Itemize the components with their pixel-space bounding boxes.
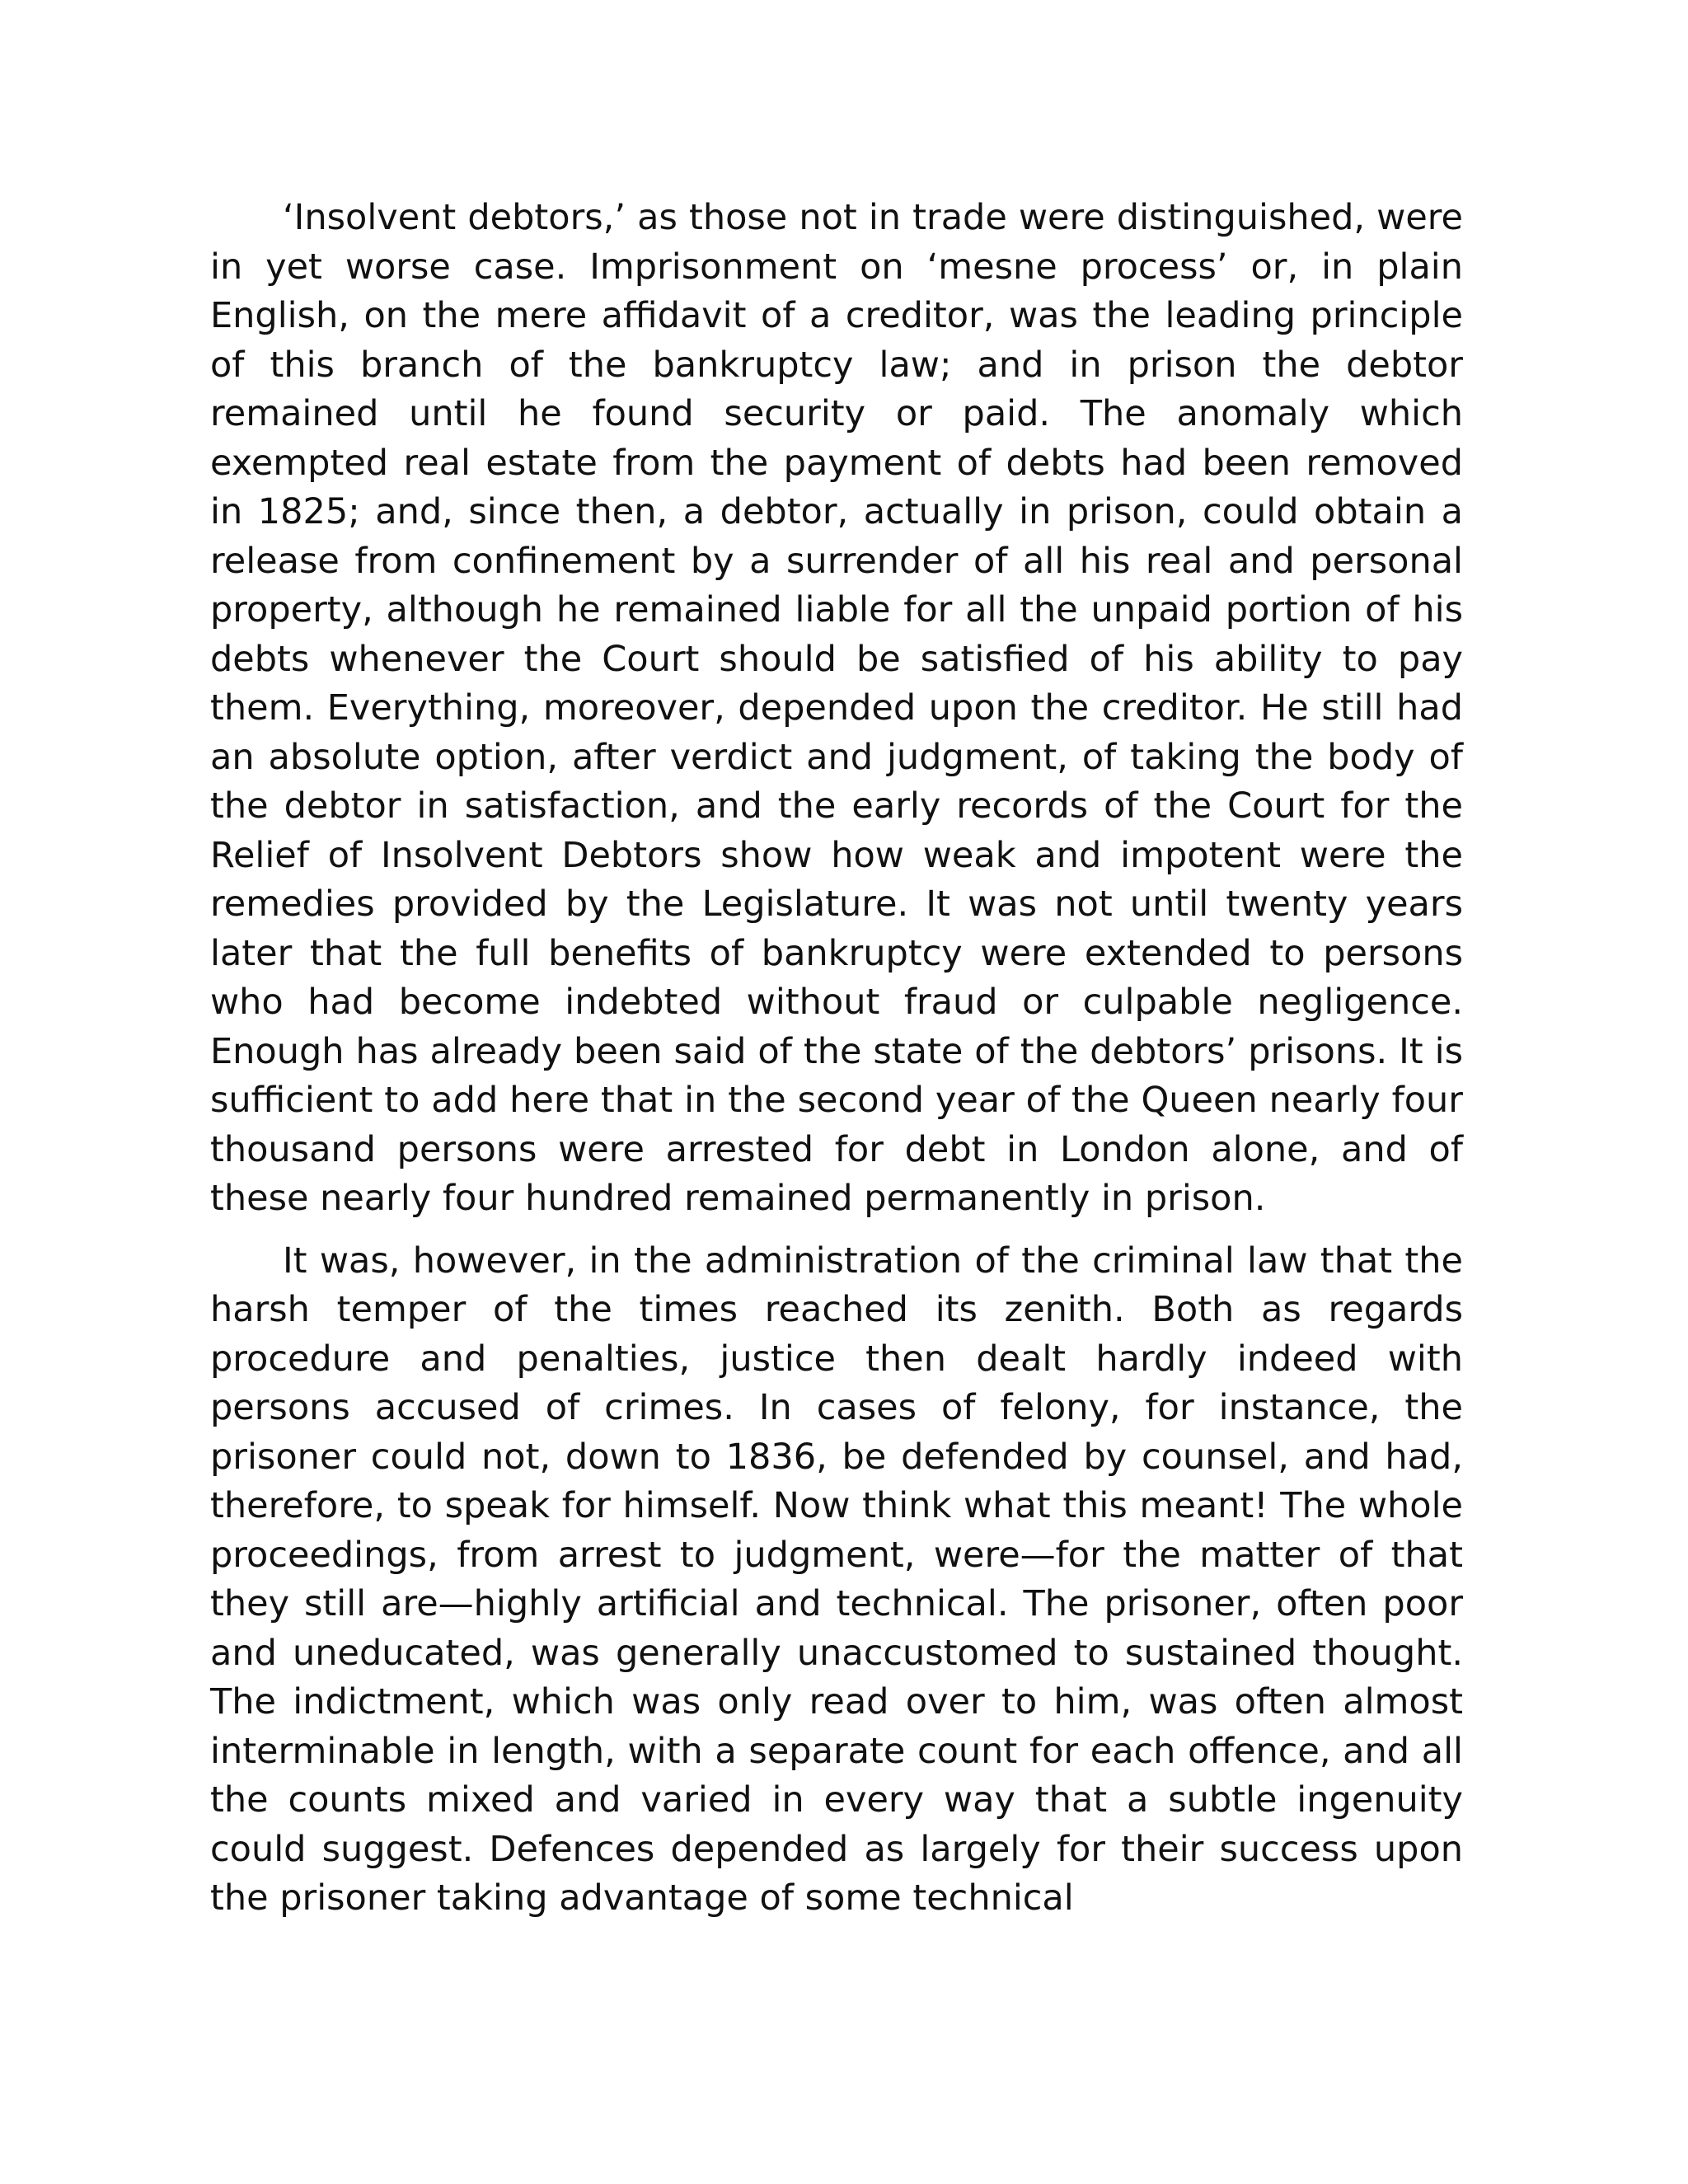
paragraph-criminal-law: It was, however, in the administration of the criminal law that the harsh temper of the times reached its zenith. Both as regards procedure and penalties, justice then dealt hardly indeed with persons accused of crimes. In cases of felony, for instance, the prisoner could not, down to 1836, be defended by counsel, and had, therefore, to speak for himself. Now think what this meant! The whole proceedings, from arrest to judgment, were—for the matter of that they still are—highly artificial and technical. The prisoner, often poor and uneducated, was generally unaccustomed to sustained thought. The indictment, which was only read over to him, was often almost interminable in length, with a separate count for each offence, and all the counts mixed and varied in every way that a subtle ingenuity could suggest. Defences depended as largely for their success upon the prisoner taking advantage of some technical bbox=[210, 1240, 1463, 1919]
document-page bbox=[210, 194, 1463, 1924]
paragraph-insolvent-debtors: ‘Insolvent debtors,’ as those not in trade were distinguished, were in yet worse case. Imprisonment on ‘mesne process’ or, in plain English, on the mere affidavit of a creditor, was the leading principle of this branch of the bankruptcy law; and in prison the debtor remained until he found security or paid. The anomaly which exempted real estate from the payment of debts had been removed in 1825; and, since then, a debtor, actually in prison, could obtain a release from confinement by a surrender of all his real and personal property, although he remained liable for all the unpaid portion of his debts whenever the Court should be satisfied of his ability to pay them. Everything, moreover, depended upon the creditor. He still had an absolute option, after verdict and judgment, of taking the body of the debtor in satisfaction, and the early records of the Court for the Relief of Insolvent Debtors show how weak and impotent were the remedies provided by the Legislature. It was not until twenty years later that the full benefits of bankruptcy were extended to persons who had become indebted without fraud or culpable negligence. Enough has already been said of the state of the debtors’ prisons. It is sufficient to add here that in the second year of the Queen nearly four thousand persons were arrested for debt in London alone, and of these nearly four hundred remained permanently in prison. bbox=[210, 197, 1463, 1219]
